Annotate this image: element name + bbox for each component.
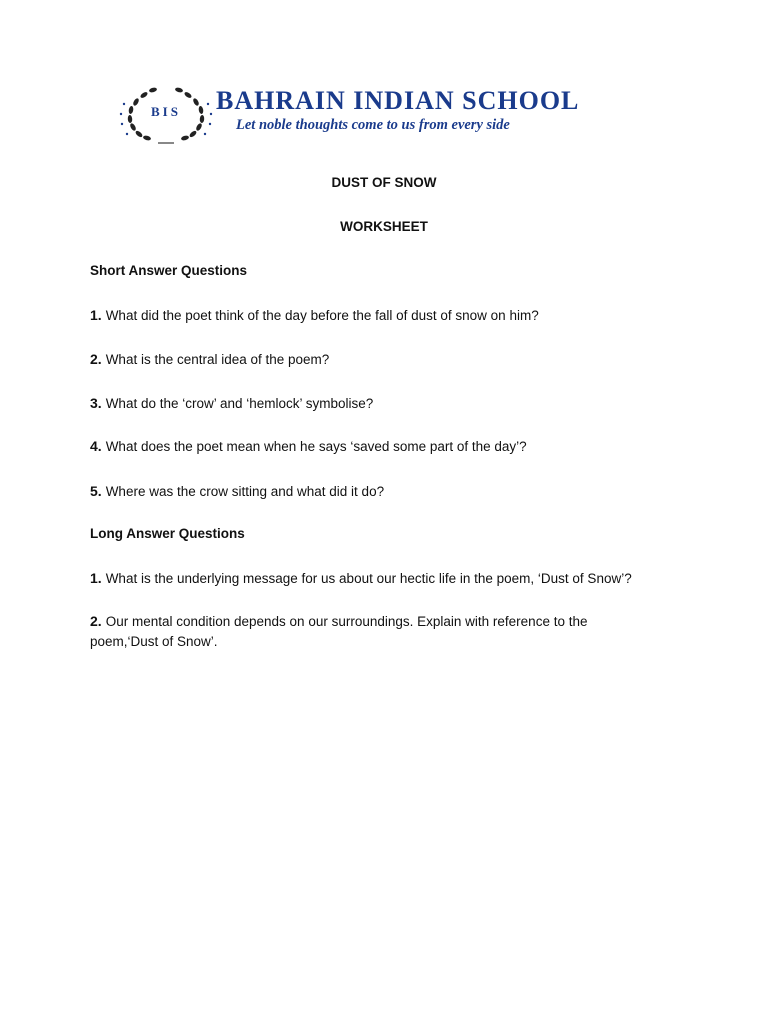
short-question-3 <box>90 393 655 414</box>
question-text: What is the central idea of the poem? <box>105 352 330 367</box>
school-emblem-logo <box>118 80 214 150</box>
question-text: What is the underlying message for us about our hectic life in the poem, ‘Dust of Snow’? <box>105 571 632 586</box>
question-number: 3. <box>90 395 102 411</box>
long-answer-heading: Long Answer Questions <box>90 526 245 541</box>
school-motto: Let noble thoughts come to us from every side <box>236 117 510 133</box>
question-number: 4. <box>90 438 102 454</box>
question-text: What do the ‘crow’ and ‘hemlock’ symbolise? <box>105 396 374 411</box>
document-title: DUST OF SNOW <box>331 175 437 190</box>
question-number: 1. <box>90 570 102 586</box>
emblem-logo-text: BIS <box>151 104 181 119</box>
school-name: BAHRAIN INDIAN SCHOOL <box>216 86 580 115</box>
short-question-4 <box>90 436 655 457</box>
question-text: What did the poet think of the day before the fall of dust of snow on him? <box>105 308 539 323</box>
short-question-2 <box>90 349 655 370</box>
school-header <box>118 80 658 150</box>
question-text: Where was the crow sitting and what did it do? <box>105 484 385 499</box>
question-number: 2. <box>90 351 102 367</box>
question-number: 2. <box>90 613 102 629</box>
short-question-1 <box>90 305 655 326</box>
long-question-1 <box>90 568 655 589</box>
short-question-5 <box>90 481 655 502</box>
question-number: 1. <box>90 307 102 323</box>
question-number: 5. <box>90 483 102 499</box>
long-question-2 <box>90 611 655 652</box>
question-text: Our mental condition depends on our surroundings. Explain with reference to the poem,‘Dust of Snow’. <box>90 614 588 649</box>
question-text: What does the poet mean when he says ‘saved some part of the day’? <box>105 439 527 454</box>
short-answer-heading: Short Answer Questions <box>90 263 248 278</box>
document-subtitle: WORKSHEET <box>340 219 428 234</box>
